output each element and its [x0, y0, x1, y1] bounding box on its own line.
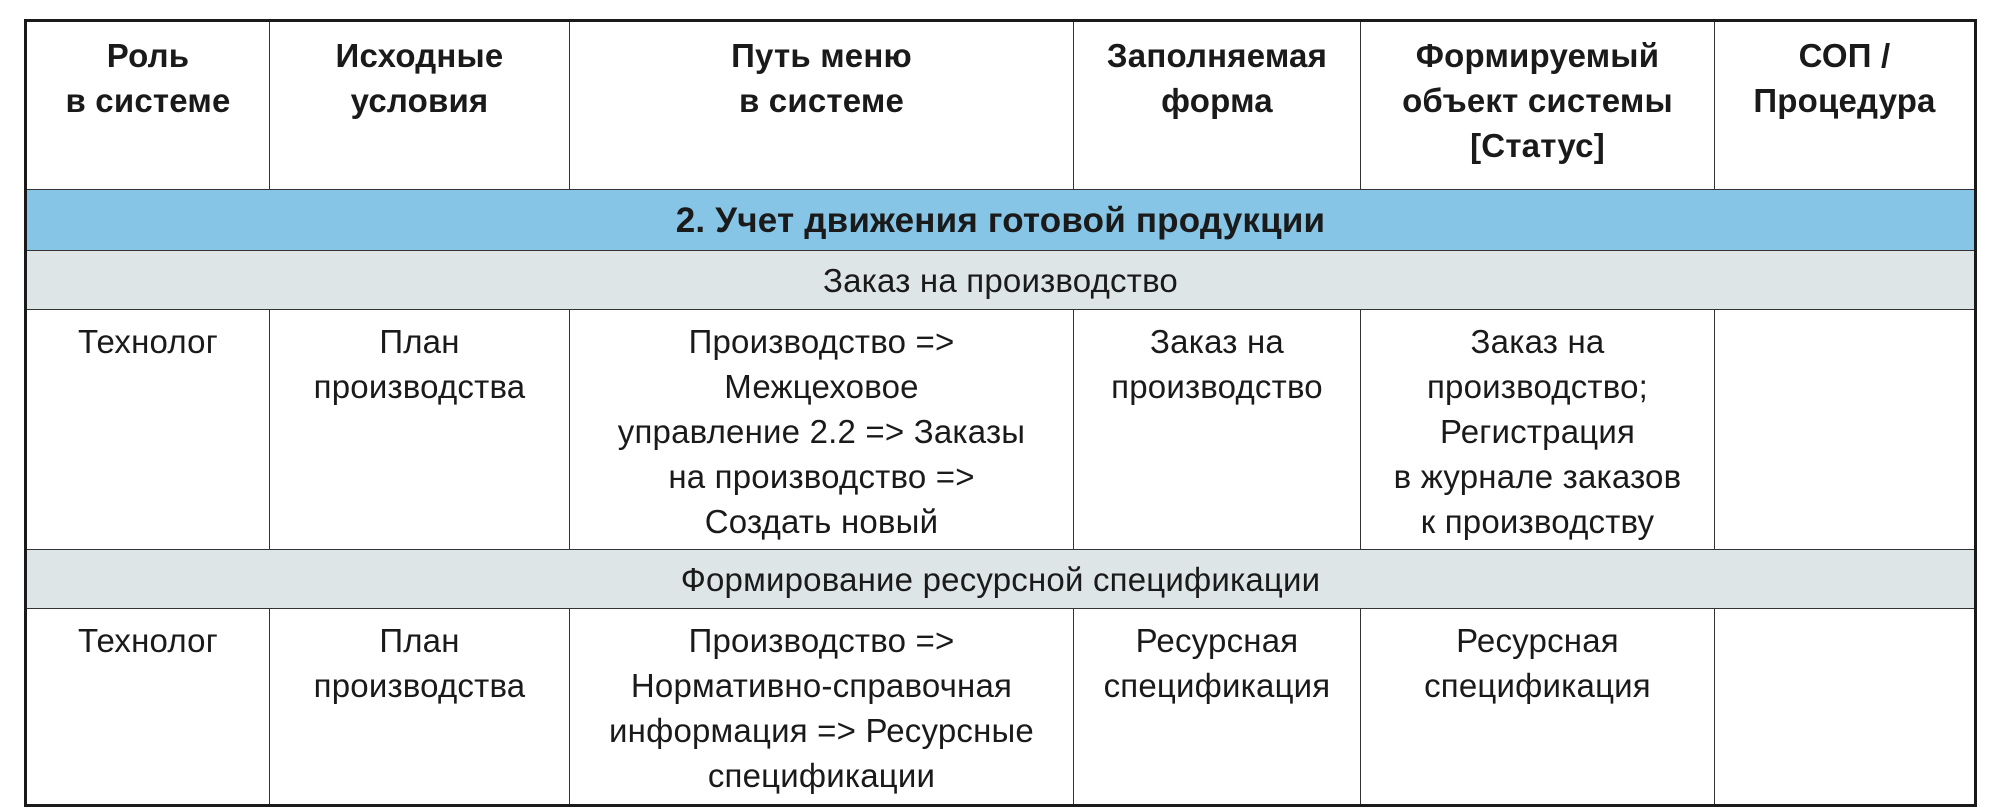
subsection-row — [26, 251, 1976, 310]
header-menu-path: Путь меню в системе — [570, 21, 1074, 190]
process-table — [24, 19, 1977, 807]
table-row — [26, 609, 1976, 806]
header-role: Роль в системе — [26, 21, 270, 190]
cell-form: Ресурсная спецификация — [1074, 609, 1361, 806]
cell-menu-path: Производство => Межцеховое управление 2.2 => Заказы на производство => Создать новый — [570, 310, 1074, 550]
header-row — [26, 21, 1976, 190]
header-sop: СОП / Процедура — [1715, 21, 1976, 190]
section-title: 2. Учет движения готовой продукции — [26, 190, 1976, 251]
cell-conditions: План производства — [270, 310, 570, 550]
cell-sop — [1715, 310, 1976, 550]
header-object: Формируемый объект системы [Статус] — [1361, 21, 1715, 190]
subsection-title: Формирование ресурсной спецификации — [26, 550, 1976, 609]
subsection-title: Заказ на производство — [26, 251, 1976, 310]
cell-conditions: План производства — [270, 609, 570, 806]
cell-form: Заказ на производство — [1074, 310, 1361, 550]
cell-menu-path: Производство => Нормативно-справочная информация => Ресурсные спецификации — [570, 609, 1074, 806]
header-conditions: Исходные условия — [270, 21, 570, 190]
cell-object: Заказ на производство; Регистрация в журнале заказов к производству — [1361, 310, 1715, 550]
cell-role: Технолог — [26, 609, 270, 806]
cell-object: Ресурсная спецификация — [1361, 609, 1715, 806]
header-form: Заполняемая форма — [1074, 21, 1361, 190]
table-row — [26, 310, 1976, 550]
cell-sop — [1715, 609, 1976, 806]
subsection-row — [26, 550, 1976, 609]
cell-role: Технолог — [26, 310, 270, 550]
section-row — [26, 190, 1976, 251]
